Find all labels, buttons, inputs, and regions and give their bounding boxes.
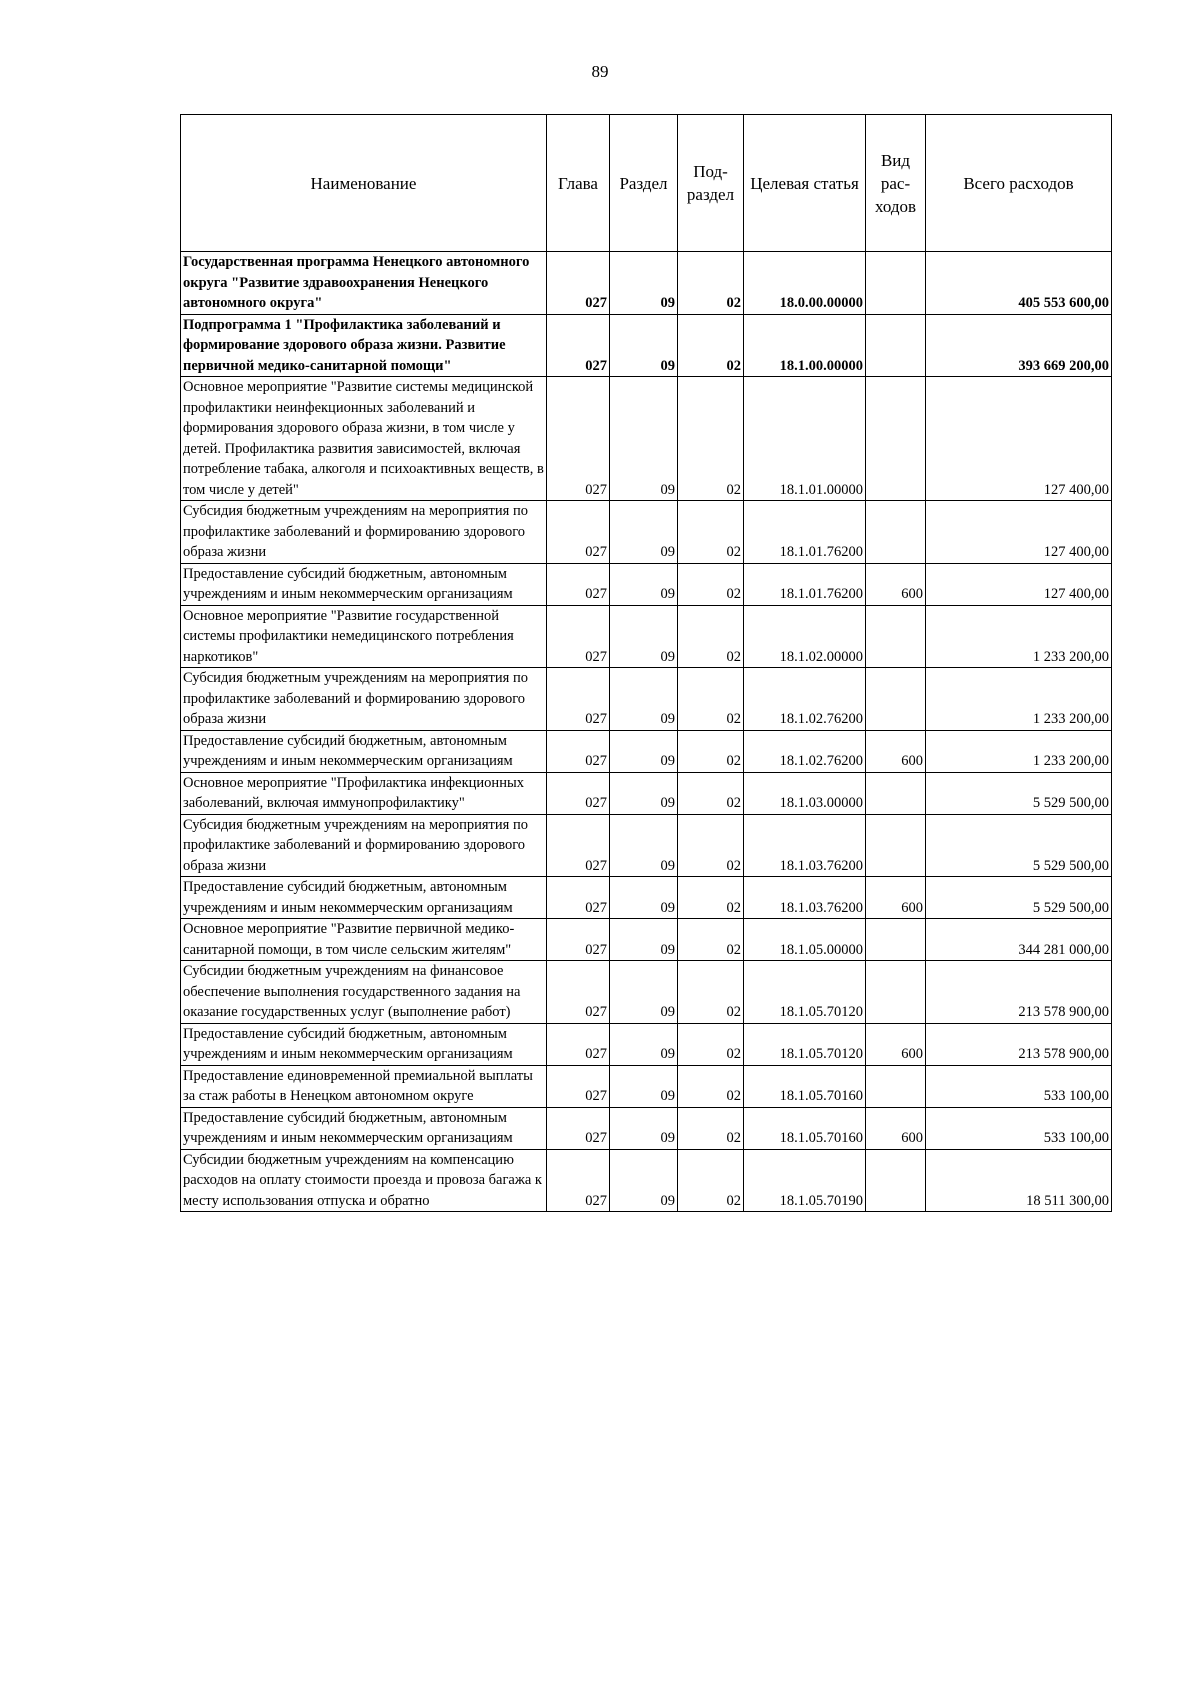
table-row: [181, 814, 1112, 877]
table-row: [181, 563, 1112, 605]
cell-vid: [866, 252, 926, 315]
cell-vid: [866, 772, 926, 814]
cell-name: Основное мероприятие "Развитие первичной медико-санитарной помощи, в том числе сельским жителям": [181, 919, 547, 961]
cell-tselevaya: 18.1.02.76200: [744, 668, 866, 731]
cell-razdel: 09: [610, 501, 678, 564]
cell-razdel: 09: [610, 772, 678, 814]
cell-total: 405 553 600,00: [926, 252, 1112, 315]
cell-podrazdel: 02: [678, 501, 744, 564]
cell-name: Предоставление субсидий бюджетным, автономным учреждениям и иным некоммерческим организациям: [181, 730, 547, 772]
cell-tselevaya: 18.1.01.76200: [744, 501, 866, 564]
cell-name: Предоставление субсидий бюджетным, автономным учреждениям и иным некоммерческим организациям: [181, 1107, 547, 1149]
cell-total: 533 100,00: [926, 1065, 1112, 1107]
cell-glava: 027: [547, 668, 610, 731]
table-row: [181, 1149, 1112, 1212]
table-row: [181, 252, 1112, 315]
cell-razdel: 09: [610, 605, 678, 668]
cell-razdel: 09: [610, 1065, 678, 1107]
cell-podrazdel: 02: [678, 1107, 744, 1149]
cell-total: 213 578 900,00: [926, 961, 1112, 1024]
cell-name: Субсидия бюджетным учреждениям на мероприятия по профилактике заболеваний и формированию здорового образа жизни: [181, 501, 547, 564]
cell-razdel: 09: [610, 1023, 678, 1065]
cell-glava: 027: [547, 252, 610, 315]
cell-name: Государственная программа Ненецкого автономного округа "Развитие здравоохранения Ненецкого автономного округа": [181, 252, 547, 315]
cell-razdel: 09: [610, 563, 678, 605]
table-row: [181, 501, 1112, 564]
cell-vid: [866, 377, 926, 501]
cell-podrazdel: 02: [678, 772, 744, 814]
cell-vid: [866, 1065, 926, 1107]
cell-podrazdel: 02: [678, 1149, 744, 1212]
cell-podrazdel: 02: [678, 919, 744, 961]
cell-total: 18 511 300,00: [926, 1149, 1112, 1212]
cell-vid: [866, 501, 926, 564]
cell-glava: 027: [547, 1023, 610, 1065]
header-podrazdel: Под-раздел: [678, 115, 744, 252]
cell-tselevaya: 18.1.05.70120: [744, 1023, 866, 1065]
cell-total: 533 100,00: [926, 1107, 1112, 1149]
cell-glava: 027: [547, 1065, 610, 1107]
cell-total: 1 233 200,00: [926, 668, 1112, 731]
cell-total: 344 281 000,00: [926, 919, 1112, 961]
table-row: [181, 377, 1112, 501]
cell-glava: 027: [547, 961, 610, 1024]
cell-total: 213 578 900,00: [926, 1023, 1112, 1065]
cell-total: 5 529 500,00: [926, 814, 1112, 877]
cell-razdel: 09: [610, 814, 678, 877]
cell-razdel: 09: [610, 919, 678, 961]
cell-vid: 600: [866, 730, 926, 772]
cell-podrazdel: 02: [678, 377, 744, 501]
cell-total: 1 233 200,00: [926, 605, 1112, 668]
cell-name: Основное мероприятие "Профилактика инфекционных заболеваний, включая иммунопрофилактику": [181, 772, 547, 814]
header-glava: Глава: [547, 115, 610, 252]
cell-podrazdel: 02: [678, 314, 744, 377]
header-razdel: Раздел: [610, 115, 678, 252]
cell-total: 5 529 500,00: [926, 772, 1112, 814]
cell-tselevaya: 18.1.00.00000: [744, 314, 866, 377]
table-body: [181, 252, 1112, 1212]
cell-glava: 027: [547, 1149, 610, 1212]
cell-vid: [866, 814, 926, 877]
cell-tselevaya: 18.1.02.00000: [744, 605, 866, 668]
cell-total: 5 529 500,00: [926, 877, 1112, 919]
cell-vid: 600: [866, 1023, 926, 1065]
cell-tselevaya: 18.1.05.70190: [744, 1149, 866, 1212]
cell-glava: 027: [547, 919, 610, 961]
cell-glava: 027: [547, 377, 610, 501]
cell-name: Предоставление субсидий бюджетным, автономным учреждениям и иным некоммерческим организациям: [181, 877, 547, 919]
cell-name: Субсидия бюджетным учреждениям на мероприятия по профилактике заболеваний и формированию здорового образа жизни: [181, 814, 547, 877]
cell-glava: 027: [547, 1107, 610, 1149]
table-row: [181, 961, 1112, 1024]
cell-vid: [866, 961, 926, 1024]
cell-name: Субсидии бюджетным учреждениям на финансовое обеспечение выполнения государственного задания на оказание государственных услуг (выполнение работ): [181, 961, 547, 1024]
cell-total: 393 669 200,00: [926, 314, 1112, 377]
cell-glava: 027: [547, 605, 610, 668]
cell-tselevaya: 18.1.01.76200: [744, 563, 866, 605]
cell-vid: [866, 919, 926, 961]
cell-razdel: 09: [610, 668, 678, 731]
cell-name: Основное мероприятие "Развитие системы медицинской профилактики неинфекционных заболеваний и формирования здорового образа жизни, в том числе у детей. Профилактика развития зависимостей, включая потребление табака, алкоголя и психоактивных веществ, в том числе у детей": [181, 377, 547, 501]
cell-name: Основное мероприятие "Развитие государственной системы профилактики немедицинского потребления наркотиков": [181, 605, 547, 668]
cell-vid: [866, 314, 926, 377]
cell-tselevaya: 18.1.05.00000: [744, 919, 866, 961]
cell-total: 1 233 200,00: [926, 730, 1112, 772]
header-tselevaya: Целевая статья: [744, 115, 866, 252]
cell-podrazdel: 02: [678, 877, 744, 919]
table-row: [181, 919, 1112, 961]
budget-table: [180, 114, 1112, 1212]
cell-tselevaya: 18.1.01.00000: [744, 377, 866, 501]
cell-podrazdel: 02: [678, 605, 744, 668]
cell-razdel: 09: [610, 377, 678, 501]
header-vid: Вид рас-ходов: [866, 115, 926, 252]
cell-podrazdel: 02: [678, 730, 744, 772]
table-row: [181, 1065, 1112, 1107]
cell-vid: 600: [866, 1107, 926, 1149]
cell-total: 127 400,00: [926, 377, 1112, 501]
cell-vid: 600: [866, 877, 926, 919]
cell-podrazdel: 02: [678, 563, 744, 605]
cell-podrazdel: 02: [678, 1023, 744, 1065]
table-row: [181, 668, 1112, 731]
table-row: [181, 730, 1112, 772]
table-row: [181, 877, 1112, 919]
cell-razdel: 09: [610, 1107, 678, 1149]
cell-glava: 027: [547, 877, 610, 919]
cell-razdel: 09: [610, 877, 678, 919]
cell-podrazdel: 02: [678, 668, 744, 731]
cell-razdel: 09: [610, 730, 678, 772]
cell-name: Субсидия бюджетным учреждениям на мероприятия по профилактике заболеваний и формированию здорового образа жизни: [181, 668, 547, 731]
cell-name: Предоставление субсидий бюджетным, автономным учреждениям и иным некоммерческим организациям: [181, 1023, 547, 1065]
table-row: [181, 772, 1112, 814]
table-row: [181, 314, 1112, 377]
page-number: 89: [591, 62, 609, 81]
cell-tselevaya: 18.1.03.76200: [744, 814, 866, 877]
cell-glava: 027: [547, 501, 610, 564]
cell-name: Субсидии бюджетным учреждениям на компенсацию расходов на оплату стоимости проезда и провоза багажа к месту использования отпуска и обратно: [181, 1149, 547, 1212]
cell-podrazdel: 02: [678, 814, 744, 877]
header-row: [181, 115, 1112, 252]
cell-name: Подпрограмма 1 "Профилактика заболеваний и формирование здорового образа жизни. Развитие первичной медико-санитарной помощи": [181, 314, 547, 377]
cell-vid: [866, 1149, 926, 1212]
cell-tselevaya: 18.1.05.70160: [744, 1065, 866, 1107]
cell-tselevaya: 18.1.02.76200: [744, 730, 866, 772]
cell-vid: [866, 605, 926, 668]
cell-glava: 027: [547, 772, 610, 814]
header-name: Наименование: [181, 115, 547, 252]
cell-razdel: 09: [610, 961, 678, 1024]
cell-podrazdel: 02: [678, 252, 744, 315]
cell-vid: [866, 668, 926, 731]
cell-vid: 600: [866, 563, 926, 605]
cell-glava: 027: [547, 563, 610, 605]
cell-tselevaya: 18.1.05.70160: [744, 1107, 866, 1149]
cell-glava: 027: [547, 730, 610, 772]
cell-name: Предоставление субсидий бюджетным, автономным учреждениям и иным некоммерческим организациям: [181, 563, 547, 605]
table-row: [181, 605, 1112, 668]
cell-total: 127 400,00: [926, 501, 1112, 564]
cell-total: 127 400,00: [926, 563, 1112, 605]
cell-tselevaya: 18.1.03.76200: [744, 877, 866, 919]
cell-podrazdel: 02: [678, 961, 744, 1024]
cell-name: Предоставление единовременной премиальной выплаты за стаж работы в Ненецком автономном округе: [181, 1065, 547, 1107]
cell-tselevaya: 18.1.03.00000: [744, 772, 866, 814]
cell-glava: 027: [547, 814, 610, 877]
cell-tselevaya: 18.0.00.00000: [744, 252, 866, 315]
header-total: Всего расходов: [926, 115, 1112, 252]
cell-tselevaya: 18.1.05.70120: [744, 961, 866, 1024]
cell-podrazdel: 02: [678, 1065, 744, 1107]
table-row: [181, 1023, 1112, 1065]
cell-glava: 027: [547, 314, 610, 377]
cell-razdel: 09: [610, 252, 678, 315]
table-row: [181, 1107, 1112, 1149]
cell-razdel: 09: [610, 314, 678, 377]
cell-razdel: 09: [610, 1149, 678, 1212]
